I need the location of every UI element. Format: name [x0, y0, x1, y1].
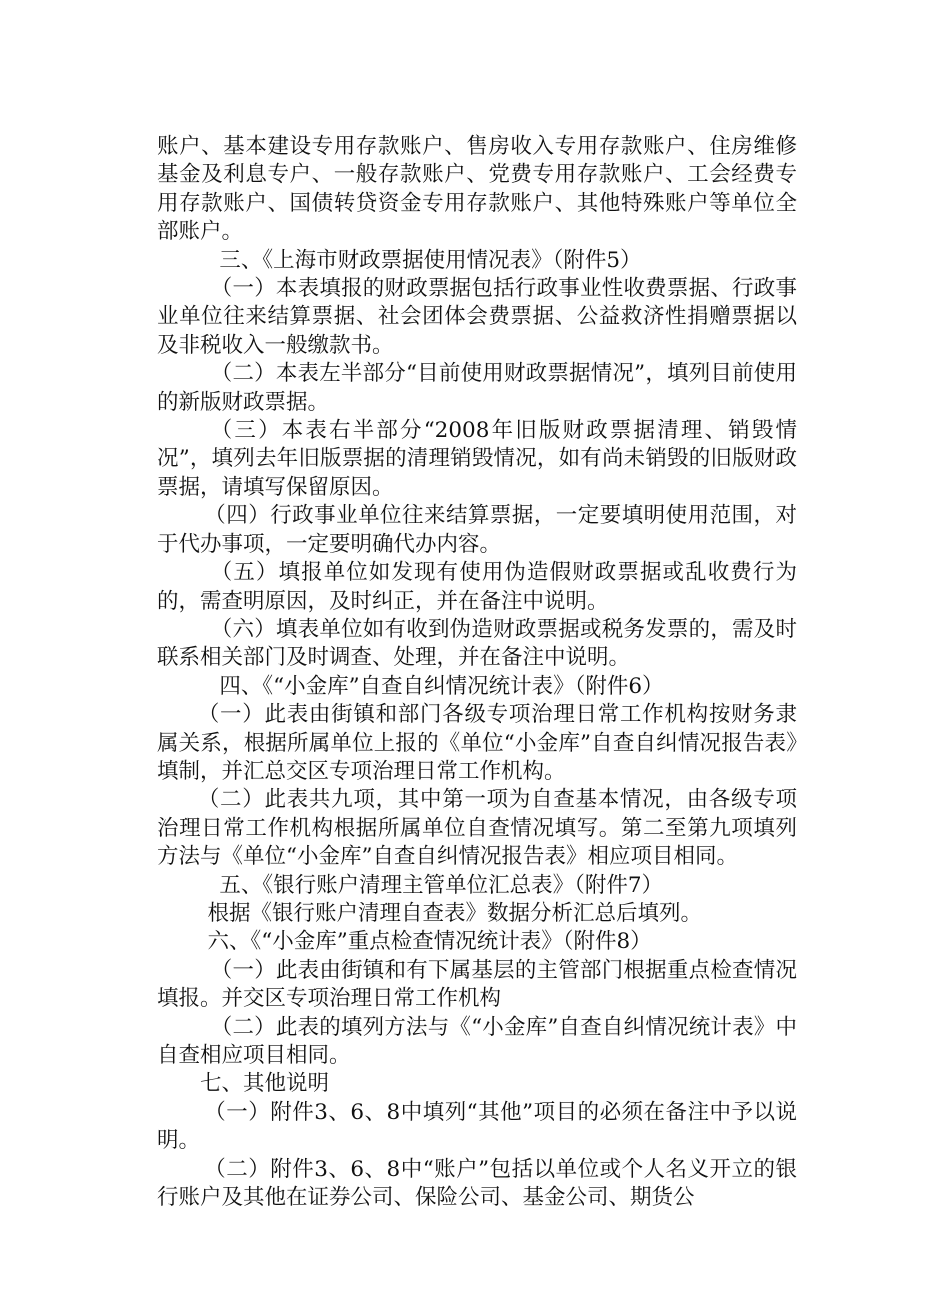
- paragraph-6-2: （二）此表的填列方法与《“小金库”自查自纠情况统计表》中自查相应项目相同。: [157, 1014, 797, 1068]
- paragraph-3-4: （四）行政事业单位往来结算票据，一定要填明使用范围，对于代办事项，一定要明确代办内容。: [157, 503, 797, 557]
- paragraph-4-1: （一）此表由街镇和部门各级专项治理日常工作机构按财务隶属关系，根据所属单位上报的《单位“小金库”自查自纠情况报告表》填制，并汇总交区专项治理日常工作机构。: [157, 702, 797, 784]
- section-heading-7: 七、其他说明: [200, 1071, 330, 1097]
- paragraph-3-2: （二）本表左半部分“目前使用财政票据情况”，填列目前使用的新版财政票据。: [157, 361, 797, 415]
- paragraph-continued-accounts: 账户、基本建设专用存款账户、售房收入专用存款账户、住房维修基金及利息专户、一般存款账户、党费专用存款账户、工会经费专用存款账户、国债转贷资金专用存款账户、其他特殊账户等单位全部账户。: [157, 134, 797, 245]
- paragraph-5-1: 根据《银行账户清理自查表》数据分析汇总后填列。: [207, 900, 703, 926]
- paragraph-3-5: （五）填报单位如发现有使用伪造假财政票据或乱收费行为的，需查明原因，及时纠正，并在备注中说明。: [157, 560, 797, 614]
- paragraph-3-6: （六）填表单位如有收到伪造财政票据或税务发票的，需及时联系相关部门及时调查、处理，并在备注中说明。: [157, 616, 797, 671]
- paragraph-7-2: （二）附件3、6、8中“账户”包括以单位或个人名义开立的银行账户及其他在证券公司、保险公司、基金公司、期货公: [157, 1156, 797, 1211]
- section-heading-3: 三、《上海市财政票据使用情况表》（附件5）: [219, 247, 642, 273]
- paragraph-3-3: （三）本表右半部分“2008年旧版财政票据清理、销毁情况”，填列去年旧版票据的清理销毁情况，如有尚未销毁的旧版财政票据，请填写保留原因。: [157, 418, 797, 500]
- paragraph-3-1: （一）本表填报的财政票据包括行政事业性收费票据、行政事业单位往来结算票据、社会团体会费票据、公益救济性捐赠票据以及非税收入一般缴款书。: [157, 276, 797, 358]
- paragraph-6-1: （一）此表由街镇和有下属基层的主管部门根据重点检查情况填报。并交区专项治理日常工作机构: [157, 957, 797, 1012]
- section-heading-5: 五、《银行账户清理主管单位汇总表》（附件7）: [219, 872, 664, 898]
- section-heading-4: 四、《“小金库”自查自纠情况统计表》（附件6）: [219, 673, 664, 699]
- document-body: [157, 133, 797, 1212]
- paragraph-7-1: （一）附件3、6、8中填列“其他”项目的必须在备注中予以说明。: [157, 1099, 797, 1154]
- section-heading-6: 六、《“小金库”重点检查情况统计表》（附件8）: [207, 929, 652, 955]
- paragraph-4-2: （二）此表共九项，其中第一项为自查基本情况，由各级专项治理日常工作机构根据所属单位自查情况填写。第二至第九项填列方法与《单位“小金库”自查自纠情况报告表》相应项目相同。: [157, 787, 797, 870]
